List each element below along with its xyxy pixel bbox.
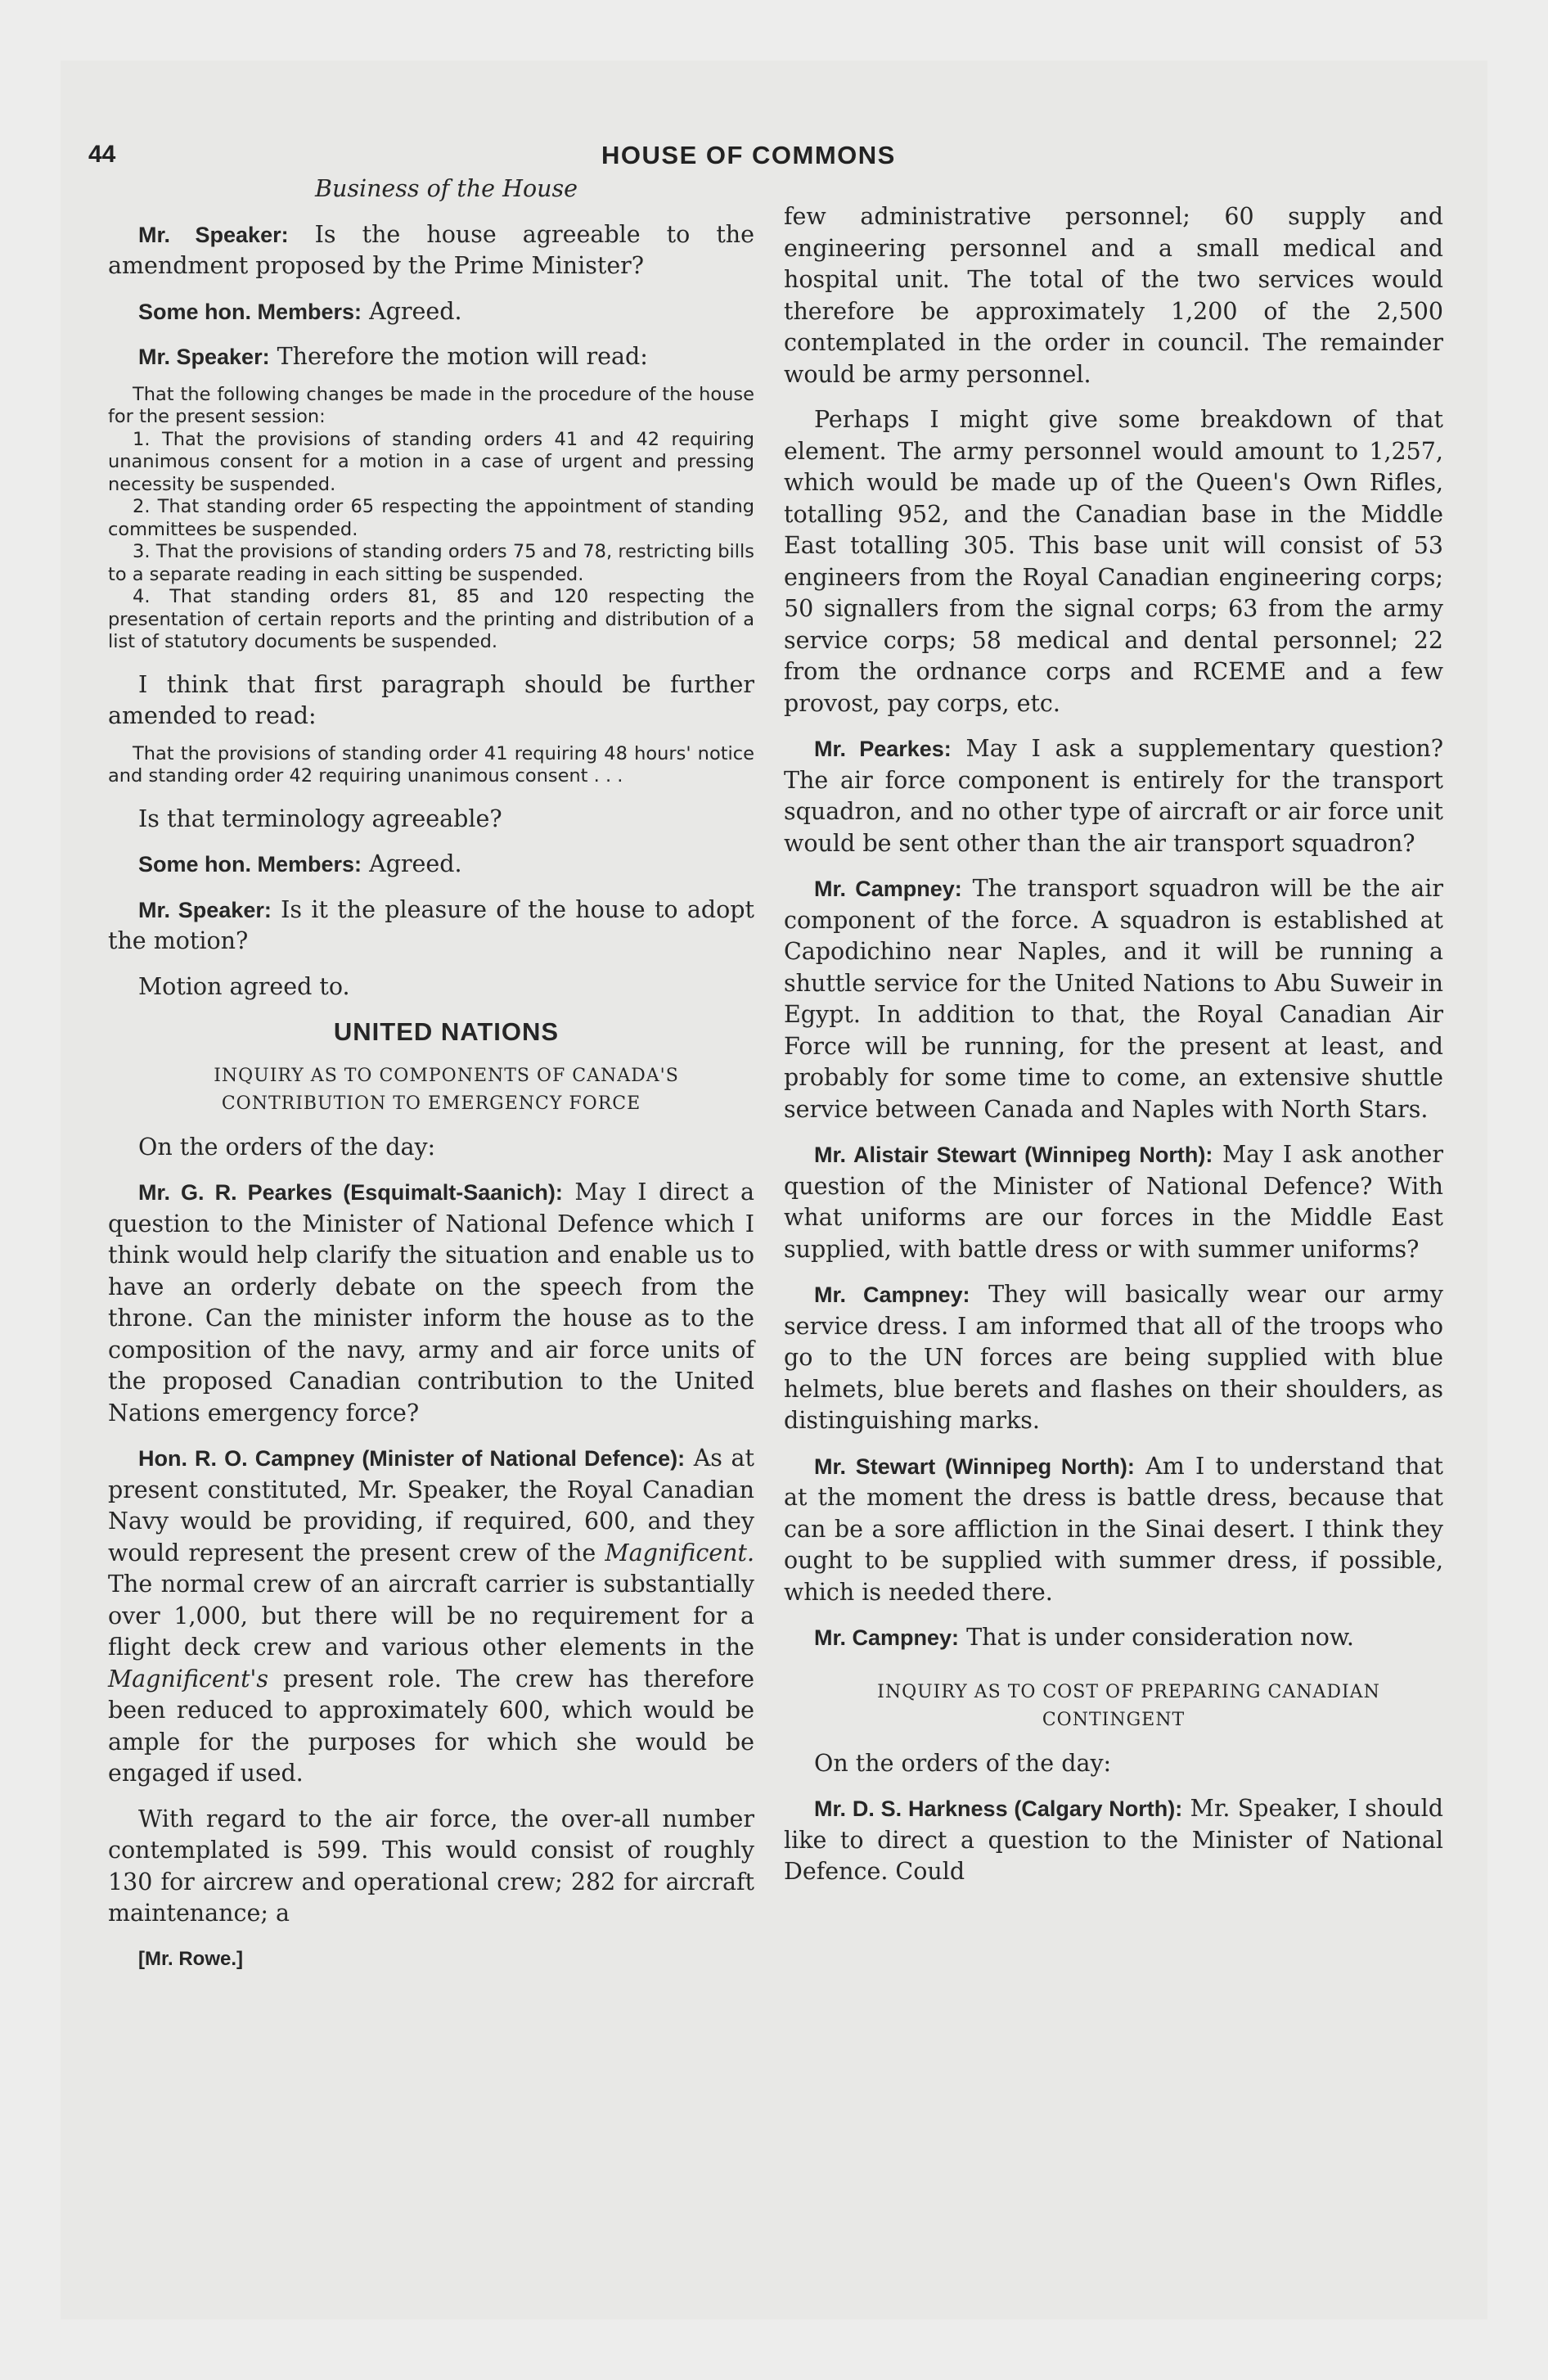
speaker-name: Mr. G. R. Pearkes (Esquimalt-Saanich): [138,1180,563,1205]
paragraph-text: The transport squadron will be the air component of the force. A squadron is established at Capodichino near Naples, and it will be running a shuttle service for the United Nations to Abu Suweir in Egypt. In addition to that, the Royal Canadian Air Force will be running, for the present at least, and probably for some time to come, an extensive shuttle service between Canada and Naples with North Stars. [784,875,1444,1123]
paragraph [784,1139,1443,1265]
right-column [784,201,1443,1902]
speaker-name: Mr. D. S. Harkness (Calgary North): [814,1796,1183,1821]
paragraph-text: Agreed. [369,297,462,325]
paragraph [784,1793,1443,1888]
page-title: HOUSE OF COMMONS [601,141,896,169]
speaker-name: Mr. Speaker: [138,897,272,922]
left-column [108,174,754,1989]
paragraph [108,296,754,328]
subheading: INQUIRY AS TO COMPONENTS OF CANADA'S CONTRIBUTION TO EMERGENCY FORCE [214,1065,679,1114]
paragraph [784,1451,1443,1609]
paragraph: On the orders of the day: [138,1133,436,1161]
paragraph [784,1279,1443,1437]
quote-line: That the provisions of standing order 41 requiring 48 hours' notice and standing order 42 requiring unanimous consent . . . [108,742,754,787]
paragraph-text: That is under consideration now. [966,1624,1354,1651]
paragraph: Is that terminology agreeable? [138,805,502,832]
quote-line: That the following changes be made in the procedure of the house for the present session: [108,383,754,427]
paragraph-text: Is it the pleasure of the house to adopt the motion? [108,895,755,954]
speaker-name: Mr. Alistair Stewart (Winnipeg North): [814,1143,1213,1167]
paragraph-text: May I ask a supplementary question? The air force component is entirely for the transport squadron, and no other type of aircraft or air force unit would be sent other than the air transport squadron? [784,735,1443,857]
paragraph-text: May I ask another question of the Minister of National Defence? With what uniforms are our forces in the Middle East supplied, with battle dress or with summer uniforms? [784,1141,1443,1263]
speaker-name: Mr. Campney: [814,1625,960,1650]
paragraph: I think that first paragraph should be further amended to read: [108,670,754,729]
section-heading: UNITED NATIONS [333,1017,560,1046]
paragraph [108,219,754,282]
amendment-quote [108,743,754,788]
paragraph-text: As at present constituted, Mr. Speaker, the Royal Canadian Navy would be providing, if required, 600, and they would represent the present crew of the [108,1445,755,1566]
paragraph [784,1622,1443,1654]
speaker-name: Some hon. Members: [138,852,362,877]
motion-quote [108,384,754,654]
paragraph-text: Mr. Speaker, I should like to direct a question to the Minister of National Defence. Could [784,1795,1443,1885]
paragraph-text: Am I to understand that at the moment the dress is battle dress, because that can be a sore affliction in the Sinai desert. I think they ought to be supplied with summer dress, if possible, which is needed there. [784,1452,1443,1606]
paragraph-text: present role. The crew has therefore been reduced to approximately 600, which would be ample for the purposes for which she would be engaged if used. [108,1665,754,1787]
paragraph [784,873,1443,1125]
paragraph-text: The normal crew of an aircraft carrier is substantially over 1,000, but there will be no requirement for a flight deck crew and various other elements in the [108,1571,754,1661]
quote-line: 2. That standing order 65 respecting the appointment of standing committees be suspended. [108,496,754,540]
paragraph [784,733,1443,859]
paragraph-text: May I direct a question to the Minister of National Defence which I think would help clarify the situation and enable us to have an orderly debate on the speech from the throne. Can the minister inform the house as to the composition of the navy, army and air force units of the proposed Canadian contribution to the United Nations emergency force? [108,1179,755,1427]
section-title: Business of the House [315,175,578,202]
quote-line: 3. That the provisions of standing orders 75 and 78, restricting bills to a separate reading in each sitting be suspended. [108,541,754,585]
paragraph [108,1177,754,1429]
paragraph [108,1443,754,1790]
paragraph-text: Agreed. [369,850,462,877]
paragraph: With regard to the air force, the over-all number contemplated is 599. This would consist of roughly 130 for aircrew and operational crew; 282 for aircraft maintenance; a [108,1805,754,1927]
speaker-name: Mr. Stewart (Winnipeg North): [814,1454,1135,1479]
paragraph [108,849,754,881]
speaker-name: Mr. Speaker: [138,222,289,247]
quote-line: 4. That standing orders 81, 85 and 120 respecting the presentation of certain reports and the printing and distribution of a list of statutory documents be suspended. [108,586,754,652]
speaker-name: Mr. Speaker: [138,345,270,369]
footer-note: [Mr. Rowe.] [138,1947,244,1970]
speaker-name: Mr. Campney: [814,877,962,901]
paragraph: Motion agreed to. [138,972,350,1000]
subheading: INQUIRY AS TO COST OF PREPARING CANADIAN CONTINGENT [877,1681,1380,1730]
quote-line: 1. That the provisions of standing orders 41 and 42 requiring unanimous consent for a motion in a case of urgent and pressing necessity be suspended. [108,428,754,495]
paragraph [108,341,754,373]
speaker-name: Some hon. Members: [138,299,362,324]
paragraph-text: Therefore the motion will read: [277,343,648,370]
speaker-name: Hon. R. O. Campney (Minister of National Defence): [138,1446,686,1471]
speaker-name: Mr. Campney: [814,1282,970,1307]
paragraph: On the orders of the day: [814,1749,1112,1777]
paragraph [108,895,754,958]
paragraph-text: Is the house agreeable to the amendment proposed by the Prime Minister? [108,220,755,279]
ship-name: Magnificent's [108,1665,268,1693]
speaker-name: Mr. Pearkes: [814,737,952,761]
paragraph: Perhaps I might give some breakdown of that element. The army personnel would amount to 1,257, which would be made up of the Queen's Own Rifles, totalling 952, and the Canadian base in the Middle East totalling 305. This base unit will consist of 53 engineers from the Royal Canadian engineering corps; 50 signallers from the signal corps; 63 from the army service corps; 58 medical and dental personnel; 22 from the ordnance corps and RCEME and a few provost, pay corps, etc. [784,406,1443,717]
page-number: 44 [88,141,116,168]
paragraph-text: They will basically wear our army service dress. I am informed that all of the troops who go to the UN forces are being supplied with blue helmets, blue berets and flashes on their shoulders, as distinguishing marks. [784,1281,1443,1434]
paragraph: few administrative personnel; 60 supply and engineering personnel and a small medical and hospital unit. The total of the two services would therefore be approximately 1,200 of the 2,500 contemplated in the order in council. The remainder would be army personnel. [784,203,1443,388]
ship-name: Magnificent. [605,1539,755,1566]
